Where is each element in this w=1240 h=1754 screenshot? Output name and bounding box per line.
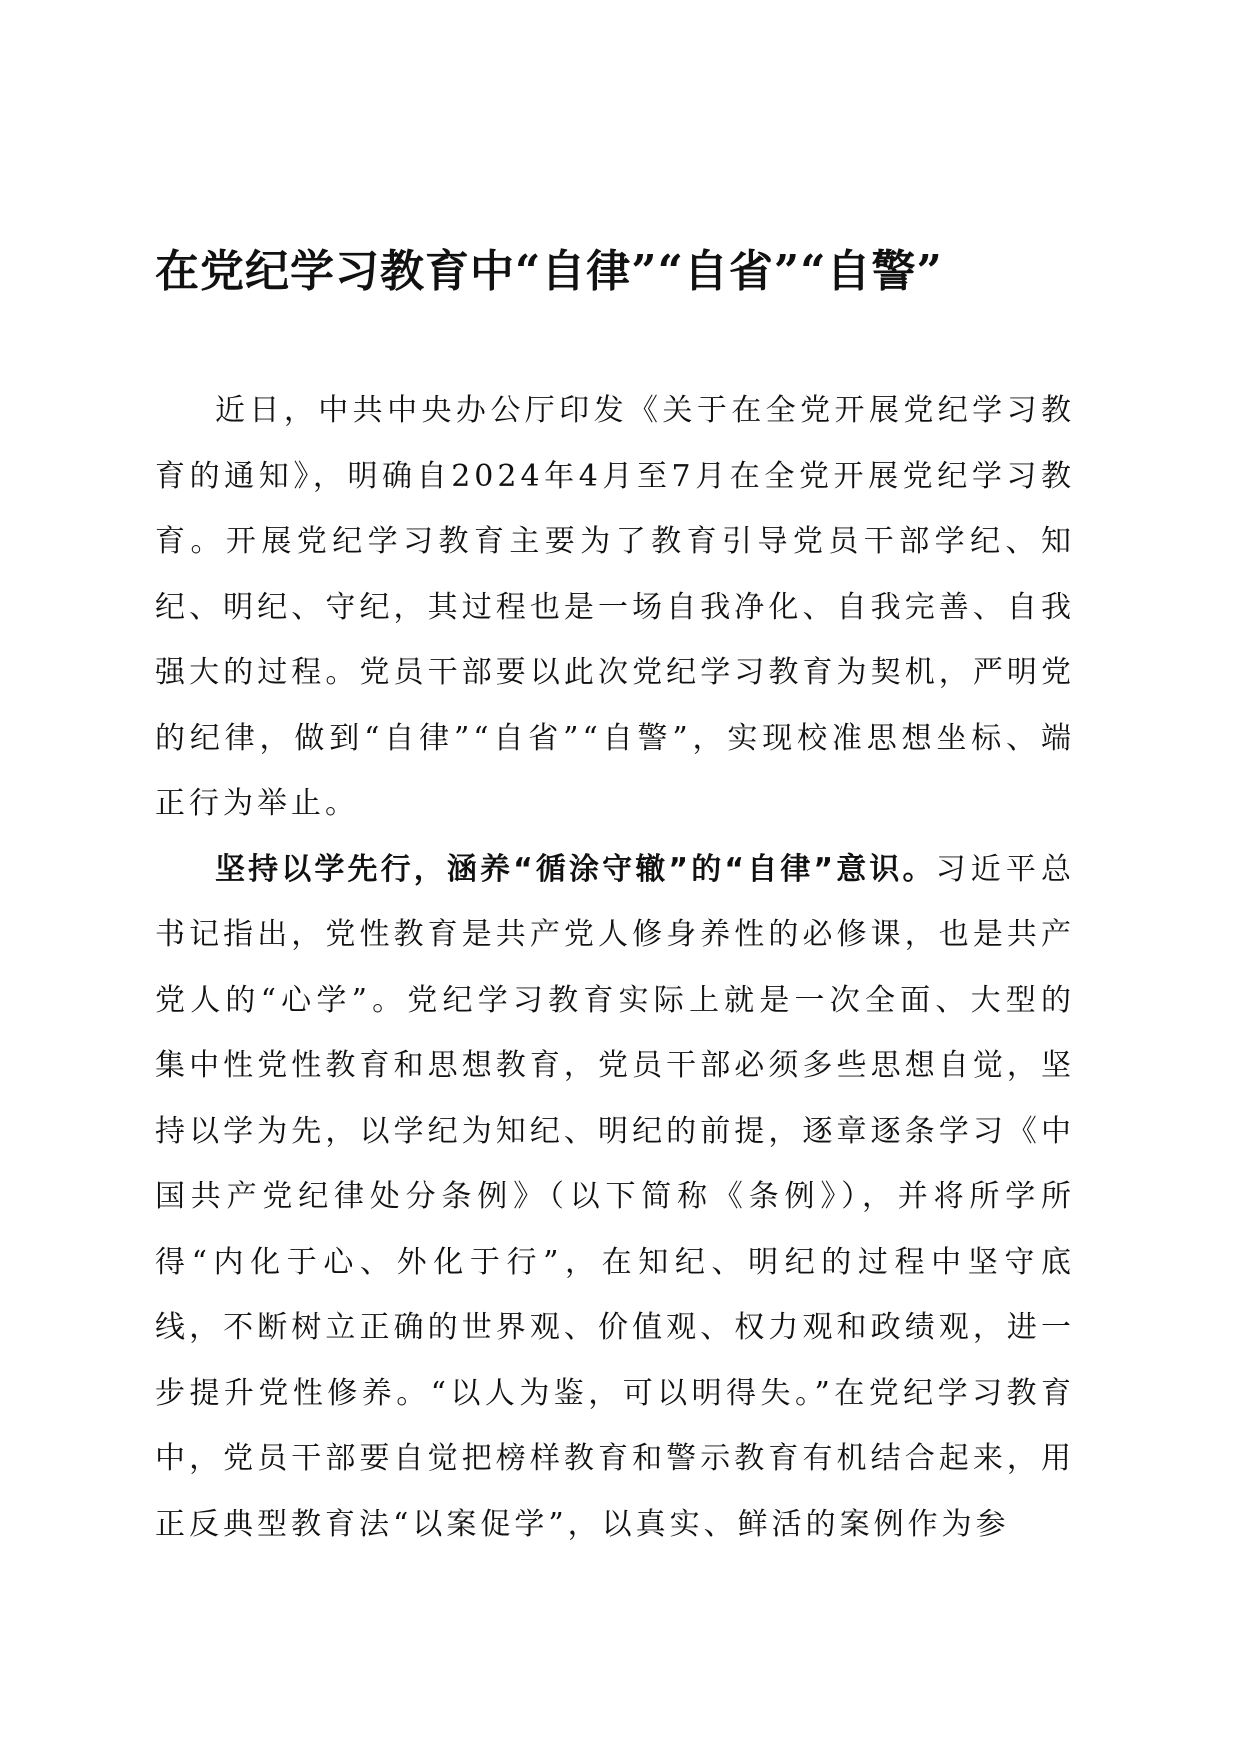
document-title: 在党纪学习教育中“自律”“自省”“自警” [155,246,943,297]
paragraph-intro [155,378,1075,837]
document-body [155,378,1075,1557]
paragraph-intro-text: 近日，中共中央办公厅印发《关于在全党开展党纪学习教育的通知》，明确自2024年4月至7月在全党开展党纪学习教育。开展党纪学习教育主要为了教育引导党员干部学纪、知纪、明纪、守纪，其过程也是一场自我净化、自我完善、自我强大的过程。党员干部要以此次党纪学习教育为契机，严明党的纪律，做到“自律”“自省”“自警”，实现校准思想坐标、端正行为举止。 [155,393,1075,821]
paragraph-self-discipline-text: 习近平总书记指出，党性教育是共产党人修身养性的必修课，也是共产党人的“心学”。党纪学习教育实际上就是一次全面、大型的集中性党性教育和思想教育，党员干部必须多些思想自觉，坚持以学为先，以学纪为知纪、明纪的前提，逐章逐条学习《中国共产党纪律处分条例》（以下简称《条例》），并将所学所得“内化于心、外化于行”，在知纪、明纪的过程中坚守底线，不断树立正确的世界观、价值观、权力观和政绩观，进一步提升党性修养。“以人为鉴，可以明得失。”在党纪学习教育中，党员干部要自觉把榜样教育和警示教育有机结合起来，用正反典型教育法“以案促学”，以真实、鲜活的案例作为参 [155,851,1076,1542]
paragraph-self-discipline-heading: 坚持以学先行，涵养“循涂守辙”的“自律”意识。 [215,851,936,887]
paragraph-self-discipline [155,837,1075,1558]
